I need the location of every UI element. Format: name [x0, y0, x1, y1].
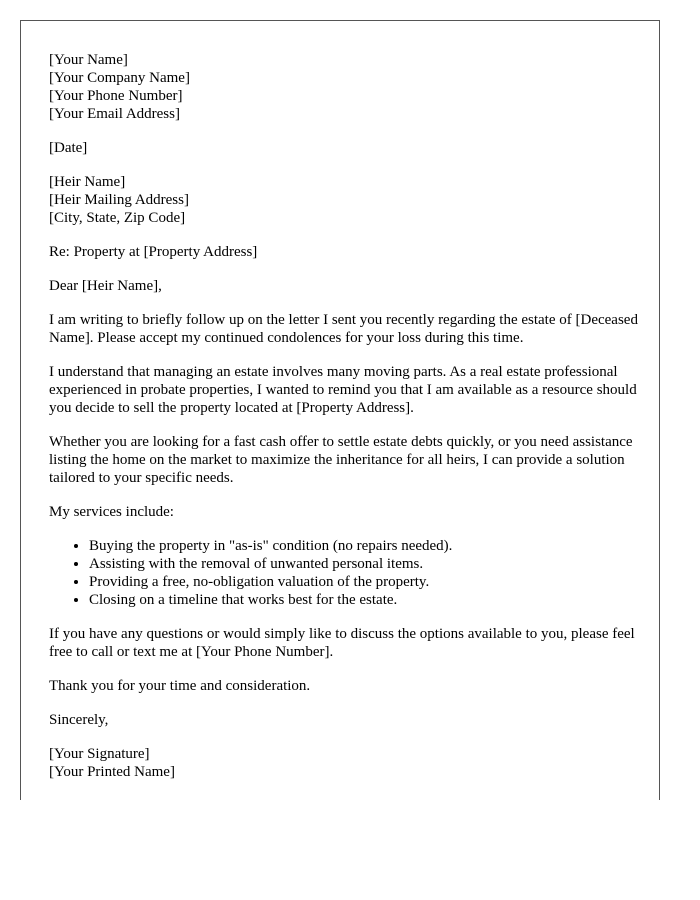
recipient-city-state-zip: [City, State, Zip Code] [49, 210, 186, 226]
closing-paragraph: If you have any questions or would simply like to discuss the options available to you, please feel free to call or text me at [Your Phone Number]. [49, 626, 635, 660]
sender-phone: [Your Phone Number] [49, 88, 183, 104]
recipient-block [49, 173, 639, 227]
services-list-item: • Closing on a timeline that works best for the estate. [89, 591, 639, 609]
sender-block [49, 51, 639, 123]
signature-placeholder: [Your Signature] [49, 746, 150, 762]
services-list-item: • Providing a free, no-obligation valuation of the property. [89, 573, 639, 591]
body-paragraph-3: Whether you are looking for a fast cash offer to settle estate debts quickly, or you need assistance listing the home on the market to maximize the inheritance for all heirs, I can provide a solution tailored to your specific needs. [49, 434, 633, 486]
signoff: Sincerely, [49, 712, 109, 728]
letter-date: [Date] [49, 140, 88, 156]
recipient-name: [Heir Name] [49, 174, 126, 190]
services-intro: My services include: [49, 504, 174, 520]
signature-block [49, 745, 639, 781]
services-list [49, 537, 639, 609]
body-paragraph-2: I understand that managing an estate involves many moving parts. As a real estate professional experienced in probate properties, I wanted to remind you that I am available as a resource should you decide to sell the property located at [Property Address]. [49, 364, 637, 416]
letter-page [20, 20, 660, 800]
sender-email: [Your Email Address] [49, 106, 180, 122]
printed-name: [Your Printed Name] [49, 764, 175, 780]
letter-content [49, 51, 639, 797]
sender-company: [Your Company Name] [49, 70, 190, 86]
salutation: Dear [Heir Name], [49, 278, 162, 294]
body-paragraph-1: I am writing to briefly follow up on the letter I sent you recently regarding the estate of [Deceased Name]. Please accept my continued condolences for your loss during this time. [49, 312, 638, 346]
recipient-address: [Heir Mailing Address] [49, 192, 189, 208]
subject-line: Re: Property at [Property Address] [49, 244, 258, 260]
sender-name: [Your Name] [49, 52, 128, 68]
services-list-item: • Assisting with the removal of unwanted personal items. [89, 555, 639, 573]
date-block [49, 139, 639, 157]
services-list-item: • Buying the property in "as-is" condition (no repairs needed). [89, 537, 639, 555]
thanks-line: Thank you for your time and consideration. [49, 678, 311, 694]
